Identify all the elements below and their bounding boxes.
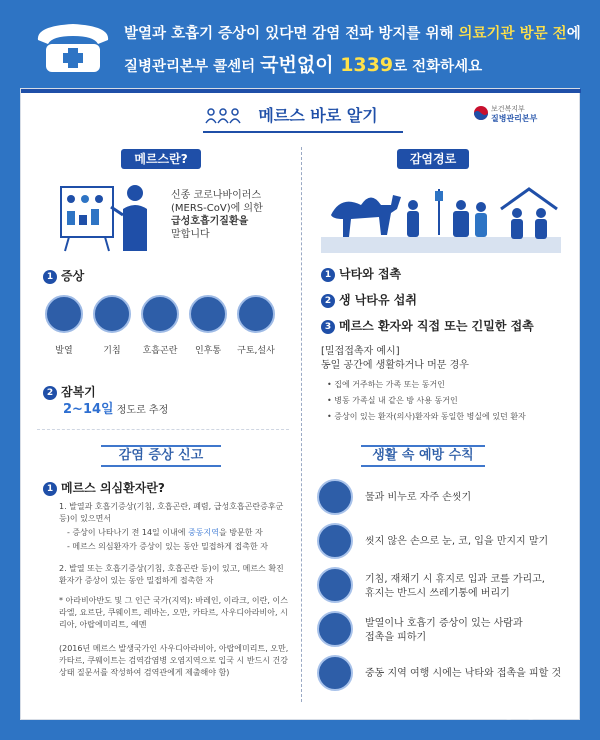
rule-2-text: 2. 발열 또는 호흡기증상(기침, 호흡곤란 등)이 있고, 메르스 확진환자가 증상이 있는 동안 밀접하게 접촉한 자 [59, 564, 284, 585]
symptom-label: 호흡곤란 [142, 346, 178, 356]
what-is-mers-description: 신종 코로나바이러스 (MERS-CoV)에 의한 급성호흡기질환을 말합니다 [171, 190, 263, 240]
phone-icon [32, 18, 114, 74]
cough-etiquette-icon [317, 567, 353, 603]
symptom-label: 기침 [103, 346, 121, 356]
column-divider [301, 147, 302, 702]
close-contact-subtitle: 동일 공간에 생활하거나 머문 경우 [321, 360, 469, 371]
close-contact-title: [밀접접촉자 예시] [321, 346, 400, 357]
symptoms-heading: 1 증상 [43, 267, 84, 284]
incubation-heading: 2 잠복기 [43, 383, 96, 400]
cough-icon [93, 295, 131, 333]
info-card [20, 88, 580, 720]
prevention-item: 발열이나 호흡기 증상이 있는 사람과 접촉을 피하기 [365, 618, 523, 643]
infection-route-label: 감염경로 [397, 149, 469, 169]
route-item: 1 낙타와 접촉 [321, 265, 401, 282]
infection-route-illustration [321, 185, 561, 261]
symptom-label: 구토,설사 [237, 346, 275, 356]
report-symptoms-label: 감염 증상 신고 [101, 445, 221, 467]
newsis-watermark: NEWSIS [448, 700, 540, 725]
handwash-icon [317, 479, 353, 515]
close-contact-item: • 증상이 있는 환자(의사)환자와 동일한 병실에 있던 환자 [327, 412, 526, 421]
route-item: 3 메르스 환자와 직접 또는 긴밀한 접촉 [321, 317, 534, 334]
title-underline [203, 131, 403, 133]
prevention-item: 물과 비누로 자주 손씻기 [365, 492, 472, 503]
no-touch-face-icon [317, 523, 353, 559]
close-contact-item: • 병동 가족실 내 같은 방 사용 동거인 [327, 396, 458, 405]
symptom-label: 인후통 [194, 346, 222, 356]
agency-label: 보건복지부 질병관리본부 [491, 105, 538, 123]
avoid-contact-icon [317, 611, 353, 647]
route-item: 2 생 낙타유 섭취 [321, 291, 417, 308]
sore-throat-icon [189, 295, 227, 333]
close-contact-item: • 집에 거주하는 가족 또는 동거인 [327, 380, 445, 389]
prevention-label: 생활 속 예방 수칙 [361, 445, 485, 467]
countries-note-2: (2016년 메르스 발생국가인 사우디아라비아, 아랍에미리트, 오만, 카타르, 쿠웨이트는 검역감염병 오염지역으로 입국 시 반드시 건강상태 질문서를 작성하여 검역관에게 제출해야 함) [59, 644, 289, 677]
what-is-mers-label: 메르스란? [121, 149, 201, 169]
section-separator [37, 429, 289, 430]
card-top-bar [21, 89, 581, 93]
header-line-1: 발열과 호흡기 증상이 있다면 감염 전파 방지를 위해 의료기관 방문 전에 [124, 26, 581, 42]
header-line-2: 질병관리본부 콜센터 국번없이 1339로 전화하세요 [124, 54, 483, 76]
prevention-item: 씻지 않은 손으로 눈, 코, 입을 만지지 말기 [365, 536, 549, 547]
prevention-item: 중동 지역 여행 시에는 낙타와 접촉을 피할 것 [365, 668, 562, 679]
vomit-diarrhea-icon [237, 295, 275, 333]
card-title-wrap [203, 103, 403, 129]
fever-icon [45, 295, 83, 333]
card-title: 메르스 바로 알기 [258, 106, 378, 125]
header-banner [0, 0, 600, 88]
suspect-heading: 1 메르스 의심환자란? [43, 479, 165, 496]
rule-1-text: 1. 발열과 호흡기증상(기침, 호흡곤란, 폐렴, 급성호흡곤란증후군 등)이 있으면서 [59, 502, 284, 523]
rule-1b-text: - 메르스 의심환자가 증상이 있는 동안 밀접하게 접촉한 자 [67, 542, 268, 551]
countries-note: * 아라비아반도 및 그 인근 국가(지역): 바레인, 이라크, 이란, 이스라엘, 요르단, 쿠웨이트, 레바논, 오만, 카타르, 사우디아라비아, 시리아, 아랍에미리트, 예멘 [59, 596, 288, 629]
symptom-label: 발열 [55, 346, 73, 356]
camel-avoid-icon [317, 655, 353, 691]
incubation-period: 2~14일 정도로 추정 [63, 402, 169, 417]
breathing-difficulty-icon [141, 295, 179, 333]
doctor-presentation-icon [55, 181, 155, 253]
prevention-item: 기침, 재채기 시 휴지로 입과 코를 가리고, 휴지는 반드시 쓰레기통에 버리기 [365, 574, 545, 599]
rule-1a-text: - 증상이 나타나기 전 14일 이내에 중동지역을 방문한 자 [67, 528, 263, 537]
government-logo-icon [473, 105, 489, 121]
